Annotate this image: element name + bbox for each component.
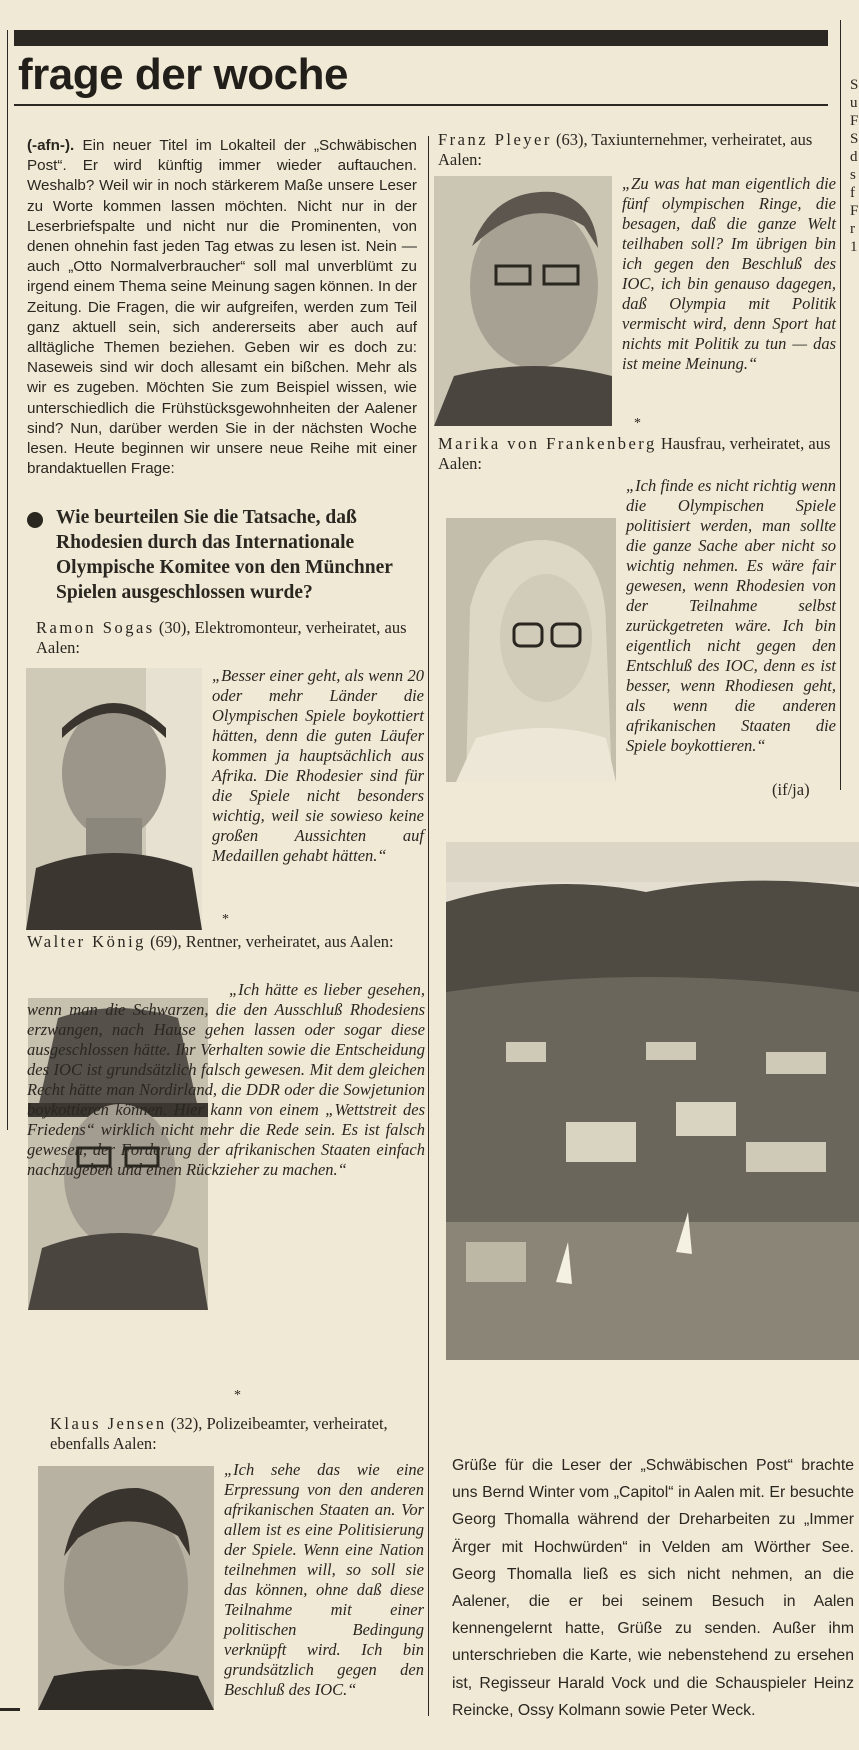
respondent-5-details: Hausfrau, verheiratet, aus Aalen: <box>438 434 831 473</box>
edge-letter: S <box>850 131 859 147</box>
edge-letter: r <box>850 221 855 237</box>
respondent-2-details: (69), Rentner, verheiratet, aus Aalen: <box>150 932 394 951</box>
respondent-2-name: Walter König <box>27 932 146 951</box>
respondent-4-quote: „Zu was hat man eigentlich die fünf olympischen Ringe, die besagen, daß die ganze Welt teilhaben soll? Im übrigen bin ich gegen den Beschluß des IOC, ich bin genauso dagegen, daß Olympia mit Politik vermischt wird, denn Sport hat nichts mit Politik zu tun — das ist meine Meinung.“ <box>622 174 836 373</box>
respondent-2-byline <box>27 932 425 952</box>
respondent-5-byline <box>438 434 838 474</box>
intro-tag: (-afn-). <box>27 137 75 154</box>
edge-letter: F <box>850 203 859 219</box>
bullet-icon <box>27 512 43 528</box>
page-title: frage der woche <box>18 50 348 99</box>
intro-text: Ein neuer Titel im Lokalteil der „Schwäbischen Post“. Er wird künftig immer wieder auftauchen. Weshalb? Weil wir in noch stärkerem Maße unsere Leser zu Worte kommen lassen möchten. Nicht nur in der Leserbriefspalte und nicht nur die Prominenten, von denen ohnehin fast jeden Tag etwas zu lesen ist. Nein — auch „Otto Normalverbraucher“ soll mal unverblümt zu irgend einem Thema seine Meinung sagen können. In der Zeitung. Die Fragen, die wir aufgreifen, werden zum Teil ganz aktuell sein, sich andererseits aber auch auf alltägliche Themen beziehen. Geben wir es doch zu: Naseweis sind wir doch allesamt ein bißchen. Mehr als wir es zugeben. Möchten Sie zum Beispiel wissen, wie unterschiedlich die Frühstücksgewohnheiten der Aalener sind? Nun, darüber werden Sie in der nächsten Woche lesen. Heute beginnen wir unsere neue Reihe mit einer brandaktuellen Frage: <box>27 137 417 478</box>
velden-lake-photo <box>446 842 859 1360</box>
respondent-5-name: Marika von Frankenberg <box>438 434 657 453</box>
separator-3: * <box>634 416 641 431</box>
respondent-1-quote: „Besser einer geht, als wenn 20 oder mehr Länder die Olympischen Spiele boykottiert hätten, denn die guten Läufer kommen ja hauptsächlich aus Afrika. Die Rhodesier sind für die Spiele nicht besonders wichtig, weil sie sowieso keine großen Aussichten auf Medaillen gehabt hätten.“ <box>212 666 424 865</box>
edge-letter: F <box>850 113 859 129</box>
edge-letter: u <box>850 95 858 111</box>
respondent-1-name: Ramon Sogas <box>36 618 155 637</box>
signature: (if/ja) <box>772 780 810 799</box>
respondent-2-quote: „Ich hätte es lieber gesehen, wenn man die Schwarzen, die den Ausschluß Rhodesiens erzwangen, nach Hause gehen lassen oder sogar diese ausgeschlossen hätte. Ihr Verhalten sowie die Entscheidung des IOC ist grundsätzlich falsch gewesen. Mit dem gleichen Recht hätte man Nordirland, die DDR oder die Sowjetunion boykottieren können. Hier kann von einem „Wettstreit des Friedens“ wirklich nicht mehr die Rede sein. Es ist falsch gewesen, der Forderung der afrikanischen Staaten einfach nachzugeben und einen Rückzieher zu machen.“ <box>27 980 425 1179</box>
separator-1: * <box>222 912 229 927</box>
respondent-3-quote: „Ich sehe das wie eine Erpressung von den anderen afrikanischen Staaten an. Vor allem ist es eine Politisierung der Spiele. Wenn eine Nation teilnehmen will, so soll sie das können, ohne daß diese Teilnahme mit einer politischen Bedingung verknüpft wird. Ich bin grundsätzlich gegen den Beschluß des IOC.“ <box>224 1460 424 1699</box>
respondent-3-photo <box>38 1466 214 1710</box>
respondent-3-byline <box>50 1414 426 1454</box>
right-frame <box>840 20 841 790</box>
respondent-5-photo <box>446 518 616 782</box>
respondent-1-byline <box>36 618 426 658</box>
respondent-3-details: (32), Polizeibeamter, verheiratet, ebenfalls Aalen: <box>50 1414 388 1453</box>
respondent-4-details: (63), Taxiunternehmer, verheiratet, aus Aalen: <box>438 130 813 169</box>
left-frame <box>7 30 8 1130</box>
respondent-4-photo <box>434 176 612 426</box>
respondent-5-quote: „Ich finde es nicht richtig wenn die Olympischen Spiele politisiert werden, man sollte die ganze Sache aber nicht so wichtig nehmen. Es wäre fair gewesen, wenn Rhodesien von der Teilnahme selbst zurückgetreten wäre. Ich bin eigentlich nicht gegen den Entschluß des IOC, denn es ist besser, wenn Rhodiesen geht, als wenn die anderen afrikanischen Staaten die Spiele boykottieren.“ <box>626 476 836 755</box>
respondent-1-details: (30), Elektromonteur, verheiratet, aus Aalen: <box>36 618 407 657</box>
edge-letter: S <box>850 77 859 93</box>
edge-letter: f <box>850 185 855 201</box>
separator-2: * <box>234 1388 241 1403</box>
respondent-3-name: Klaus Jensen <box>50 1414 167 1433</box>
right-edge-fragments <box>850 76 858 256</box>
edge-letter: d <box>850 149 858 165</box>
title-underline <box>14 104 828 106</box>
respondent-4-byline <box>438 130 838 170</box>
edge-letter: s <box>850 167 856 183</box>
photo-caption: Grüße für die Leser der „Schwäbischen Post“ brachte uns Bernd Winter vom „Capitol“ in Aalen mit. Er besuchte Georg Thomalla während der Dreharbeiten zu „Immer Ärger mit Hochwürden“ in Velden am Wörther See. Georg Thomalla ließ es sich nicht nehmen, an die Aalener, die er bei seinem Besuch in Aalen kennengelernt hatte, Grüße zu senden. Außer ihm unterschrieben die Karte, wie nebenstehend zu ersehen ist, Regisseur Harald Vock und die Schauspieler Heinz Reincke, Ossy Kolmann sowie Peter Weck. <box>452 1457 854 1719</box>
column-divider <box>428 136 429 1716</box>
question-heading: Wie beurteilen Sie die Tatsache, daß Rhodesien durch das Internationale Olympische Komitee von den Münchner Spielen ausgeschlossen wurde? <box>56 507 393 603</box>
edge-letter: 1 <box>850 239 858 255</box>
left-bottom-rule <box>0 1708 20 1711</box>
intro-paragraph <box>27 136 417 479</box>
top-rule <box>14 30 828 46</box>
respondent-1-photo <box>26 668 202 930</box>
respondent-4-name: Franz Pleyer <box>438 130 552 149</box>
